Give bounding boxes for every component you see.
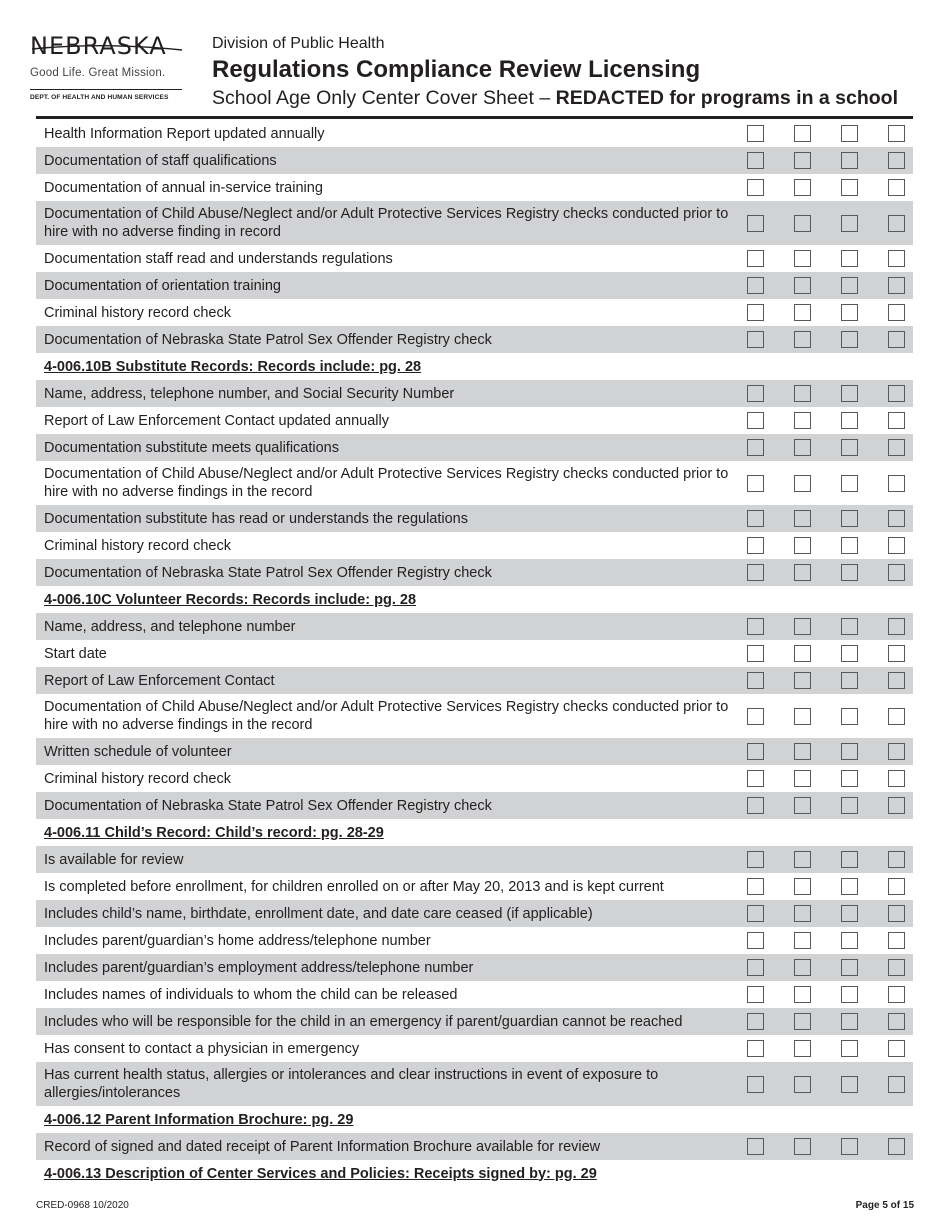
checkbox-group [747,770,913,787]
checkbox-col-3[interactable] [841,672,858,689]
checklist-row [36,174,913,201]
checkbox-col-1[interactable] [747,851,764,868]
section-heading-text: 4-006.12 Parent Information Brochure: pg. 29 [44,1111,354,1128]
checkbox-group [747,645,913,662]
checkbox-col-4[interactable] [888,215,905,232]
checklist-row-label: Documentation of Nebraska State Patrol Sex Offender Registry check [44,797,492,814]
checkbox-col-4[interactable] [888,250,905,267]
checkbox-col-1[interactable] [747,412,764,429]
checkbox-col-4[interactable] [888,1076,905,1093]
checkbox-col-2[interactable] [794,475,811,492]
division-name: Division of Public Health [212,35,385,52]
checkbox-group [747,986,913,1003]
checkbox-col-1[interactable] [747,125,764,142]
checkbox-group [747,1040,913,1057]
checkbox-col-2[interactable] [794,277,811,294]
checkbox-col-1[interactable] [747,250,764,267]
checkbox-col-4[interactable] [888,708,905,725]
checkbox-col-2[interactable] [794,932,811,949]
checkbox-col-1[interactable] [747,959,764,976]
checklist-row [36,900,913,927]
checkbox-col-3[interactable] [841,125,858,142]
checkbox-col-3[interactable] [841,851,858,868]
checkbox-col-1[interactable] [747,618,764,635]
checkbox-col-1[interactable] [747,385,764,402]
checklist-row [36,245,913,272]
checklist-row [36,738,913,765]
section-heading [36,819,913,846]
checkbox-col-1[interactable] [747,1013,764,1030]
checkbox-col-3[interactable] [841,645,858,662]
checkbox-group [747,125,913,142]
checkbox-col-2[interactable] [794,1138,811,1155]
compliance-checklist [36,120,913,1187]
checkbox-col-4[interactable] [888,385,905,402]
logo-department: DEPT. OF HEALTH AND HUMAN SERVICES [30,94,169,101]
checkbox-col-4[interactable] [888,797,905,814]
checkbox-col-3[interactable] [841,905,858,922]
checklist-row [36,1008,913,1035]
checkbox-col-3[interactable] [841,708,858,725]
checkbox-col-2[interactable] [794,385,811,402]
checkbox-col-2[interactable] [794,304,811,321]
checkbox-col-3[interactable] [841,618,858,635]
checkbox-col-2[interactable] [794,179,811,196]
checkbox-group [747,1138,913,1155]
checklist-row-label: Documentation substitute has read or understands the regulations [44,510,468,527]
checkbox-group [747,905,913,922]
checkbox-col-1[interactable] [747,215,764,232]
checkbox-col-2[interactable] [794,959,811,976]
checklist-row [36,873,913,900]
checkbox-col-2[interactable] [794,797,811,814]
checkbox-col-2[interactable] [794,878,811,895]
checkbox-col-2[interactable] [794,743,811,760]
checklist-row [36,407,913,434]
checkbox-group [747,878,913,895]
checkbox-col-4[interactable] [888,1040,905,1057]
checkbox-group [747,564,913,581]
checkbox-col-3[interactable] [841,959,858,976]
checkbox-col-3[interactable] [841,250,858,267]
checkbox-group [747,672,913,689]
checkbox-col-3[interactable] [841,1040,858,1057]
checklist-row-label: Criminal history record check [44,537,231,554]
checklist-row-label: Criminal history record check [44,304,231,321]
checkbox-group [747,412,913,429]
checkbox-col-3[interactable] [841,510,858,527]
checkbox-col-3[interactable] [841,385,858,402]
checklist-row-label: Report of Law Enforcement Contact [44,672,275,689]
checklist-row [36,326,913,353]
checkbox-group [747,1013,913,1030]
checkbox-col-1[interactable] [747,537,764,554]
checkbox-col-2[interactable] [794,250,811,267]
checkbox-col-1[interactable] [747,645,764,662]
checkbox-col-1[interactable] [747,439,764,456]
checkbox-group [747,510,913,527]
checklist-row [36,559,913,586]
checkbox-col-1[interactable] [747,277,764,294]
checklist-row-label: Criminal history record check [44,770,231,787]
checklist-row-label: Report of Law Enforcement Contact updated annually [44,412,389,429]
checkbox-group [747,250,913,267]
checkbox-col-2[interactable] [794,645,811,662]
checkbox-col-4[interactable] [888,932,905,949]
checkbox-col-1[interactable] [747,1040,764,1057]
checklist-row [36,272,913,299]
checklist-row [36,434,913,461]
checklist-row [36,505,913,532]
checkbox-col-2[interactable] [794,1013,811,1030]
checkbox-group [747,797,913,814]
checkbox-col-1[interactable] [747,1138,764,1155]
checklist-row-label: Documentation of Nebraska State Patrol Sex Offender Registry check [44,564,492,581]
checkbox-col-3[interactable] [841,743,858,760]
checkbox-col-4[interactable] [888,537,905,554]
section-heading-text: 4-006.13 Description of Center Services and Policies: Receipts signed by: pg. 29 [44,1165,597,1182]
checkbox-col-2[interactable] [794,152,811,169]
checkbox-group [747,475,913,492]
checkbox-col-1[interactable] [747,152,764,169]
checkbox-col-4[interactable] [888,439,905,456]
checkbox-group [747,618,913,635]
checkbox-col-2[interactable] [794,770,811,787]
checkbox-col-4[interactable] [888,1138,905,1155]
checkbox-col-2[interactable] [794,331,811,348]
checkbox-col-4[interactable] [888,645,905,662]
checklist-row-label: Name, address, and telephone number [44,618,296,635]
section-heading [36,1160,913,1187]
checklist-row [36,927,913,954]
checkbox-col-2[interactable] [794,986,811,1003]
checkbox-group [747,439,913,456]
subtitle-bold: REDACTED for programs in a school [555,87,898,109]
checklist-row-label: Documentation of annual in-service training [44,179,323,196]
checkbox-col-1[interactable] [747,672,764,689]
checkbox-col-2[interactable] [794,510,811,527]
checkbox-col-3[interactable] [841,878,858,895]
checkbox-col-4[interactable] [888,475,905,492]
checklist-row-label: Documentation of Child Abuse/Neglect and/or Adult Protective Services Registry checks conducted prior to hire with no adverse finding in record [44,206,729,240]
checkbox-col-4[interactable] [888,986,905,1003]
checklist-row-label: Includes who will be responsible for the child in an emergency if parent/guardian cannot be reached [44,1013,683,1030]
checkbox-col-3[interactable] [841,331,858,348]
checkbox-col-4[interactable] [888,510,905,527]
checklist-row [36,640,913,667]
checkbox-col-2[interactable] [794,905,811,922]
checklist-row-label: Documentation of Child Abuse/Neglect and/or Adult Protective Services Registry checks conducted prior to hire with no adverse findings in the record [44,466,729,500]
checkbox-group [747,537,913,554]
checkbox-col-1[interactable] [747,475,764,492]
checkbox-group [747,932,913,949]
checkbox-col-4[interactable] [888,672,905,689]
checkbox-col-1[interactable] [747,986,764,1003]
checkbox-col-2[interactable] [794,215,811,232]
checklist-row [36,201,913,245]
checkbox-col-1[interactable] [747,743,764,760]
section-heading-text: 4-006.10B Substitute Records: Records include: pg. 28 [44,358,422,375]
checklist-row [36,299,913,326]
checklist-row [36,1133,913,1160]
checkbox-col-4[interactable] [888,618,905,635]
checklist-row-label: Includes parent/guardian’s home address/telephone number [44,932,431,949]
checklist-row [36,147,913,174]
checkbox-group [747,179,913,196]
subtitle-plain: School Age Only Center Cover Sheet – [212,87,556,109]
checkbox-col-2[interactable] [794,1040,811,1057]
checklist-row [36,981,913,1008]
checklist-row-label: Record of signed and dated receipt of Parent Information Brochure available for review [44,1138,601,1155]
checkbox-col-4[interactable] [888,743,905,760]
checkbox-col-1[interactable] [747,708,764,725]
checkbox-col-2[interactable] [794,564,811,581]
logo-divider [30,89,182,90]
checkbox-col-2[interactable] [794,851,811,868]
logo-wordmark [30,32,190,60]
checklist-row-label: Health Information Report updated annually [44,125,325,142]
checklist-row [36,461,913,505]
checklist-row [36,792,913,819]
checkbox-col-4[interactable] [888,878,905,895]
checklist-row-label: Includes child’s name, birthdate, enrollment date, and date care ceased (if applicable) [44,905,593,922]
section-heading [36,1106,913,1133]
checkbox-col-1[interactable] [747,797,764,814]
checkbox-col-2[interactable] [794,672,811,689]
checklist-row [36,954,913,981]
checklist-row [36,846,913,873]
checkbox-col-3[interactable] [841,304,858,321]
checkbox-group [747,851,913,868]
checklist-row [36,120,913,147]
checkbox-col-1[interactable] [747,179,764,196]
checklist-row-label: Documentation of orientation training [44,277,281,294]
checkbox-group [747,277,913,294]
checklist-row-label: Documentation substitute meets qualifications [44,439,339,456]
checkbox-group [747,959,913,976]
checkbox-col-3[interactable] [841,932,858,949]
checkbox-col-1[interactable] [747,510,764,527]
checkbox-col-2[interactable] [794,125,811,142]
checkbox-col-3[interactable] [841,412,858,429]
checkbox-group [747,215,913,232]
checkbox-col-1[interactable] [747,770,764,787]
page-title: Regulations Compliance Review Licensing [212,56,701,83]
section-heading [36,586,913,613]
checkbox-group [747,385,913,402]
checklist-row-label: Includes names of individuals to whom the child can be released [44,986,458,1003]
checkbox-col-4[interactable] [888,851,905,868]
checkbox-col-4[interactable] [888,331,905,348]
checkbox-group [747,743,913,760]
checklist-row-label: Has consent to contact a physician in emergency [44,1040,360,1057]
checkbox-col-3[interactable] [841,215,858,232]
checklist-row-label: Documentation staff read and understands regulations [44,250,393,267]
checkbox-col-2[interactable] [794,412,811,429]
checkbox-group [747,1076,913,1093]
checkbox-col-4[interactable] [888,125,905,142]
checkbox-col-4[interactable] [888,412,905,429]
header-divider [36,116,913,119]
checkbox-col-4[interactable] [888,564,905,581]
page-header [0,0,950,120]
page-subtitle [212,85,898,111]
checkbox-col-4[interactable] [888,179,905,196]
checklist-row [36,1035,913,1062]
checkbox-col-3[interactable] [841,1138,858,1155]
header-titles [212,34,898,111]
checkbox-col-3[interactable] [841,475,858,492]
checkbox-group [747,152,913,169]
checkbox-col-4[interactable] [888,959,905,976]
checkbox-col-3[interactable] [841,152,858,169]
checklist-row-label: Documentation of Child Abuse/Neglect and/or Adult Protective Services Registry checks conducted prior to hire with no adverse findings in the record [44,699,729,733]
logo-word-text: NEBRASKA [30,32,167,60]
section-heading [36,353,913,380]
checkbox-col-4[interactable] [888,152,905,169]
checkbox-col-1[interactable] [747,564,764,581]
checklist-row [36,532,913,559]
checkbox-col-1[interactable] [747,932,764,949]
checkbox-col-2[interactable] [794,439,811,456]
logo-tagline: Good Life. Great Mission. [30,67,166,79]
checklist-row-label: Has current health status, allergies or intolerances and clear instructions in event of exposure to allergies/intolerances [44,1067,659,1101]
checkbox-col-3[interactable] [841,564,858,581]
checkbox-group [747,304,913,321]
checkbox-group [747,708,913,725]
checklist-row [36,667,913,694]
section-heading-text: 4-006.10C Volunteer Records: Records include: pg. 28 [44,591,417,608]
checkbox-col-4[interactable] [888,1013,905,1030]
checkbox-col-3[interactable] [841,1013,858,1030]
checklist-row-label: Is available for review [44,851,184,868]
checkbox-col-3[interactable] [841,179,858,196]
checkbox-col-1[interactable] [747,304,764,321]
checkbox-group [747,331,913,348]
checkbox-col-4[interactable] [888,770,905,787]
checkbox-col-3[interactable] [841,770,858,787]
checkbox-col-1[interactable] [747,905,764,922]
checklist-row-label: Start date [44,645,107,662]
checkbox-col-3[interactable] [841,1076,858,1093]
checkbox-col-3[interactable] [841,439,858,456]
checkbox-col-1[interactable] [747,878,764,895]
checklist-row [36,694,913,738]
checklist-row [36,1062,913,1106]
checklist-row [36,380,913,407]
nebraska-dhhs-logo [30,32,190,101]
checkbox-col-3[interactable] [841,986,858,1003]
section-heading-text: 4-006.11 Child’s Record: Child’s record: pg. 28-29 [44,824,384,841]
checkbox-col-4[interactable] [888,304,905,321]
checkbox-col-3[interactable] [841,537,858,554]
checkbox-col-2[interactable] [794,618,811,635]
checklist-row-label: Written schedule of volunteer [44,743,232,760]
checkbox-col-2[interactable] [794,708,811,725]
form-id: CRED-0968 10/2020 [36,1200,129,1211]
checklist-row-label: Is completed before enrollment, for children enrolled on or after May 20, 2013 and is kept current [44,878,664,895]
checklist-row-label: Documentation of staff qualifications [44,152,277,169]
checklist-row-label: Documentation of Nebraska State Patrol Sex Offender Registry check [44,331,492,348]
checkbox-col-1[interactable] [747,331,764,348]
checkbox-col-2[interactable] [794,1076,811,1093]
checkbox-col-3[interactable] [841,797,858,814]
page-number: Page 5 of 15 [855,1200,914,1211]
checklist-row [36,765,913,792]
logo-swoosh-icon [32,40,188,54]
checkbox-col-4[interactable] [888,905,905,922]
checkbox-col-3[interactable] [841,277,858,294]
checkbox-col-2[interactable] [794,537,811,554]
checkbox-col-1[interactable] [747,1076,764,1093]
checklist-row-label: Name, address, telephone number, and Social Security Number [44,385,455,402]
checklist-row [36,613,913,640]
checkbox-col-4[interactable] [888,277,905,294]
checklist-row-label: Includes parent/guardian’s employment address/telephone number [44,959,474,976]
